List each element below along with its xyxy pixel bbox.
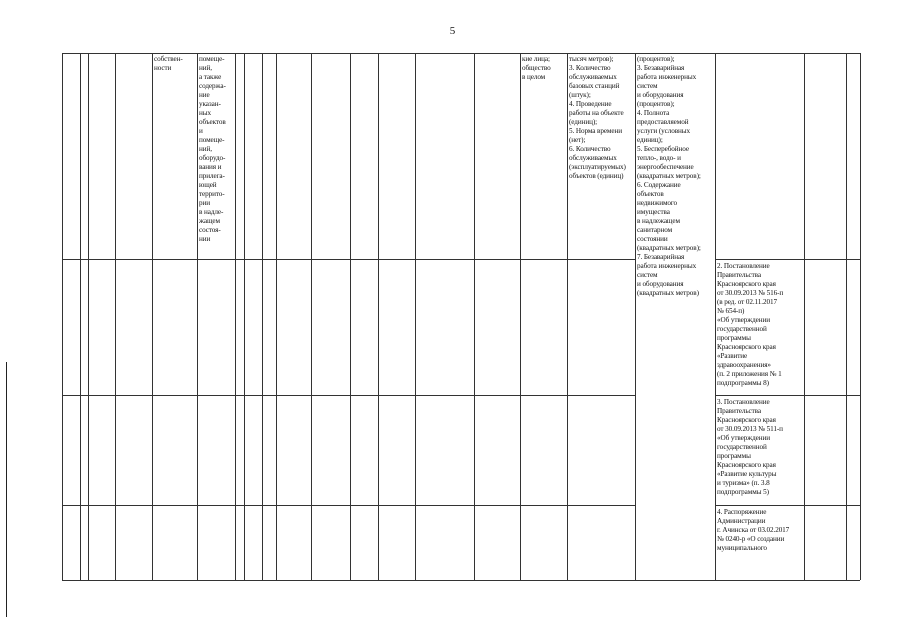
row-divider-1-right [715,259,860,260]
row-divider-3 [62,505,635,506]
col-line-0 [62,53,63,580]
col-line-11 [350,53,351,580]
col-line-3 [115,53,116,580]
col-line-19 [804,53,805,580]
col-line-13 [415,53,416,580]
col-line-14 [474,53,475,580]
cell-legal-basis-2: 2. Постановление Правительства Красноярского края от 30.09.2013 № 516-п (в ред. от 02.11.2017 № 654-п) «Об утверждении государственной программы Красноярского края «Развитие здравоохранения» (п. 2 приложения № 1 подпрограммы 8) [717,262,784,387]
col-line-9 [276,53,277,580]
left-margin-line [6,362,7,617]
cell-volume-indicators: тысяч метров); 3. Количество обслуживаемых базовых станций (штук); 4. Проведение работы на объекте (единиц); 5. Норма времени (нет); 6. Количество обслуживаемых (эксплуатируемых) объектов (единиц) [569,55,626,180]
cell-legal-basis-4: 4. Распоряжение Администрации г. Ачинска от 03.02.2017 № 0240-р «О создании муниципального [717,508,790,552]
table-bottom-border [62,580,860,581]
col-line-5 [197,53,198,580]
col-line-7 [244,53,245,580]
col-line-1 [80,53,81,580]
row-divider-2-right [715,395,860,396]
col-line-17 [635,53,636,580]
col-line-20 [846,53,847,580]
col-line-10 [311,53,312,580]
cell-premises-maintenance: помеще- ний, а также содержа- ние указан- ных объектов и помеще- ний, оборудо- вания и прилега- ющей террито- рии в надле- жащем состоя- нии [199,55,226,243]
col-line-2 [88,53,89,580]
row-divider-3-right [715,505,860,506]
col-line-4 [152,53,153,580]
col-line-18 [715,53,716,580]
col-line-15 [520,53,521,580]
cell-legal-basis-3: 3. Постановление Правительства Красноярского края от 30.09.2013 № 511-п «Об утверждении государственной программы Красноярского края «Развитие культуры и туризма» (п. 3.8 подпрограммы 5) [717,398,783,496]
cell-consumers: кие лица; общество в целом [522,55,551,81]
col-line-16 [567,53,568,580]
row-divider-2 [62,395,635,396]
cell-quality-indicators: (процентов); 3. Безаварийная работа инженерных систем и оборудования (процентов); 4. Полнота предоставляемой услуги (условных единиц); 5. Бесперебойное тепло-, водо- и энергообеспечение (квадратных метров); 6. Содержание объектов недвижимого имущества в надлежащем санитарном состоянии (квадратных метров); 7. Безаварийная работа инженерных систем и оборудования (квадратных метров) [637,55,701,297]
col-line-12 [378,53,379,580]
table-top-border [62,53,860,54]
cell-ownership: собствен- ности [154,55,183,72]
col-line-21 [860,53,861,580]
col-line-8 [262,53,263,580]
page-number: 5 [449,25,456,37]
row-divider-1 [62,259,635,260]
col-line-6 [235,53,236,580]
